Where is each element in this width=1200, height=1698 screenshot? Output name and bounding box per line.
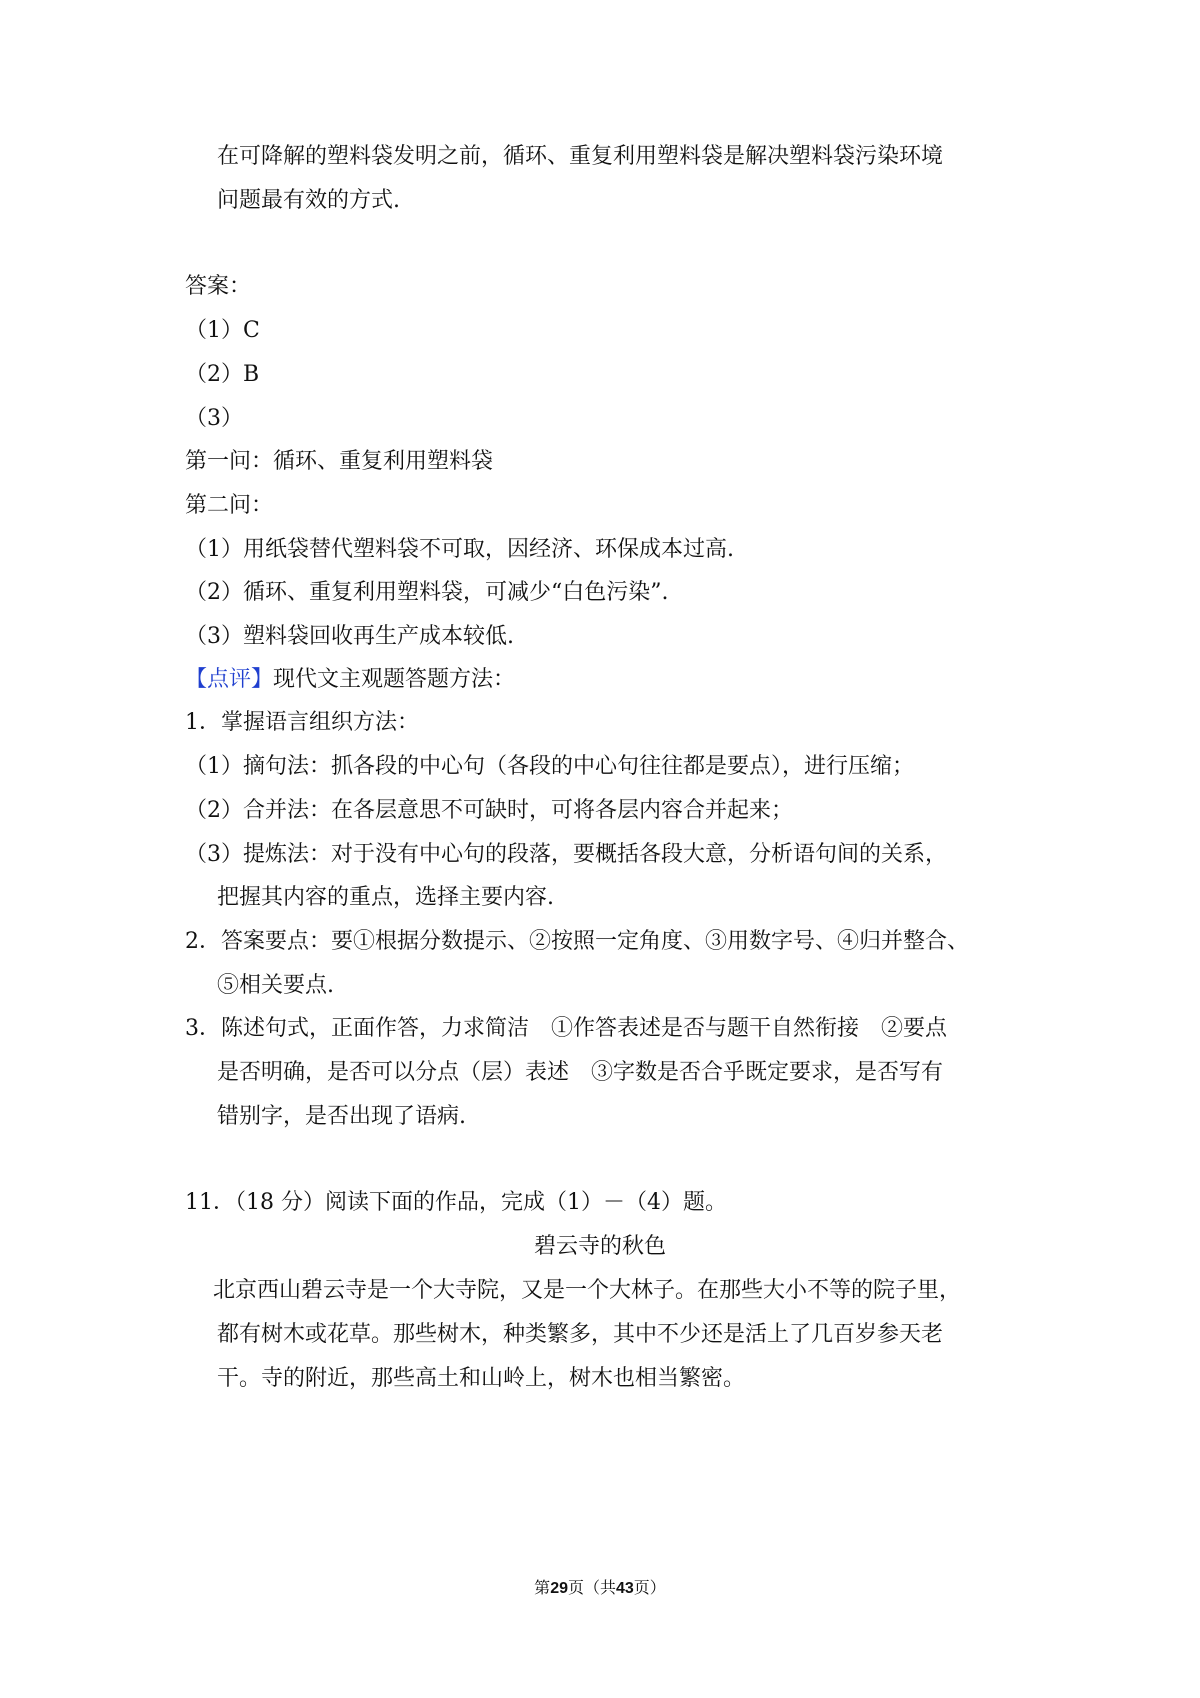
answer-line: 第二问： bbox=[185, 493, 274, 518]
method-line: 错别字，是否出现了语病. bbox=[217, 1104, 466, 1129]
review-intro: 现代文主观题答题方法： bbox=[273, 667, 516, 692]
passage-line: 干。寺的附近，那些高土和山岭上，树木也相当繁密。 bbox=[217, 1366, 746, 1391]
method-line: ⑤相关要点. bbox=[217, 973, 334, 998]
page-footer bbox=[0, 1577, 1200, 1600]
passage-line: 北京西山碧云寺是一个大寺院，又是一个大林子。在那些大小不等的院子里， bbox=[213, 1278, 962, 1303]
question-stem: 11．（18 分）阅读下面的作品，完成（1）－（4）题。 bbox=[185, 1190, 727, 1215]
review-tag: 【点评】 bbox=[185, 667, 274, 692]
passage-line: 问题最有效的方式. bbox=[217, 188, 400, 213]
answer-line: （3）塑料袋回收再生产成本较低. bbox=[185, 624, 514, 649]
page-total: 43 bbox=[616, 1580, 634, 1597]
method-item: 1．掌握语言组织方法： bbox=[185, 710, 419, 735]
answer-item: （1）C bbox=[185, 318, 260, 343]
footer-text: 页（共 bbox=[567, 1578, 616, 1597]
answer-line: （1）用纸袋替代塑料袋不可取，因经济、环保成本过高. bbox=[185, 537, 734, 562]
footer-text: 页） bbox=[633, 1578, 666, 1597]
page-number: 29 bbox=[550, 1580, 568, 1597]
passage-title: 碧云寺的秋色 bbox=[533, 1234, 666, 1259]
method-line: 把握其内容的重点，选择主要内容. bbox=[217, 885, 554, 910]
footer-text: 第 bbox=[534, 1578, 551, 1597]
answer-heading: 答案： bbox=[185, 274, 252, 299]
answer-line: （2）循环、重复利用塑料袋，可减少“白色污染”. bbox=[185, 580, 669, 605]
method-item: 3．陈述句式，正面作答，力求简洁 ①作答表述是否与题干自然衔接 ②要点 bbox=[185, 1016, 947, 1041]
method-line: （1）摘句法：抓各段的中心句（各段的中心句往往都是要点），进行压缩； bbox=[185, 754, 914, 779]
review-line bbox=[185, 665, 515, 695]
answer-item: （3） bbox=[185, 406, 243, 431]
method-line: （3）提炼法：对于没有中心句的段落，要概括各段大意，分析语句间的关系， bbox=[185, 842, 947, 867]
answer-item: （2）B bbox=[185, 362, 260, 387]
passage-line: 都有树木或花草。那些树木，种类繁多，其中不少还是活上了几百岁参天老 bbox=[217, 1322, 944, 1347]
method-item: 2．答案要点：要①根据分数提示、②按照一定角度、③用数字号、④归并整合、 bbox=[185, 929, 969, 954]
method-line: 是否明确，是否可以分点（层）表述 ③字数是否合乎既定要求，是否写有 bbox=[217, 1060, 944, 1085]
method-line: （2）合并法：在各层意思不可缺时，可将各层内容合并起来； bbox=[185, 798, 793, 823]
passage-line: 在可降解的塑料袋发明之前，循环、重复利用塑料袋是解决塑料袋污染环境 bbox=[217, 144, 944, 169]
answer-line: 第一问：循环、重复利用塑料袋 bbox=[185, 449, 494, 474]
